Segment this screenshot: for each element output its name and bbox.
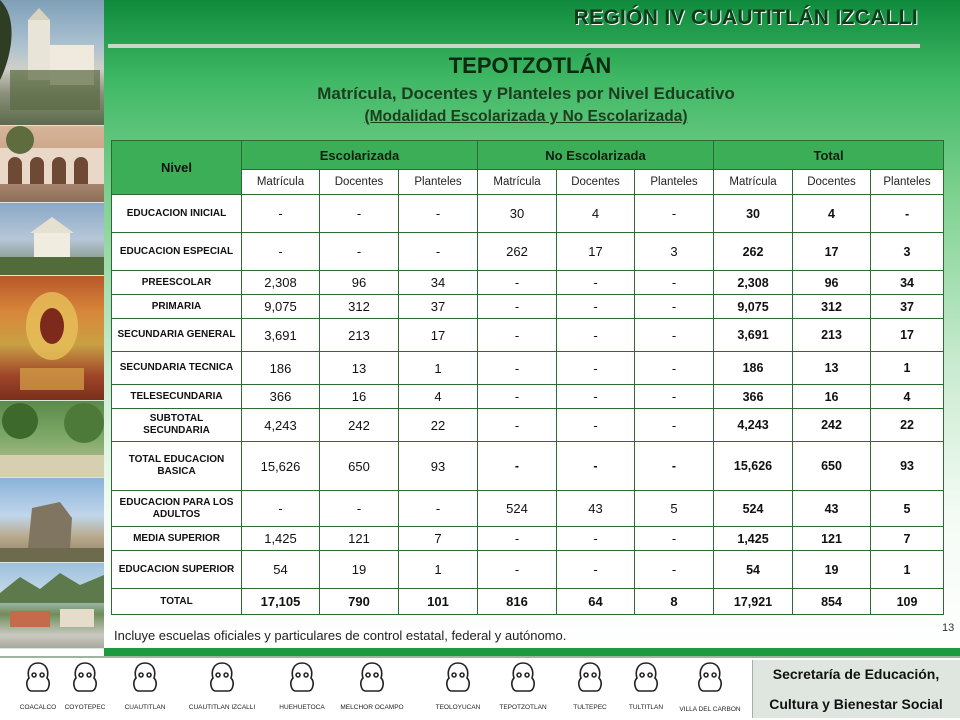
subheader-cell: Matrícula — [478, 170, 557, 195]
table-row — [112, 491, 944, 527]
nivel-cell: TOTAL EDUCACION BASICA — [112, 442, 242, 491]
value-cell: 37 — [399, 295, 478, 319]
table-row — [112, 195, 944, 233]
municipio-label: TEPOTZOTLAN — [499, 704, 547, 711]
value-cell: 186 — [242, 352, 320, 385]
value-cell: 22 — [399, 409, 478, 442]
table-row — [112, 442, 944, 491]
municipio-label: COYOTEPEC — [64, 704, 106, 711]
table-subtitle-modalidad: (Modalidad Escolarizada y No Escolarizada) — [364, 108, 688, 125]
table-row — [112, 589, 944, 615]
value-cell: - — [557, 385, 635, 409]
municipio-glyph-icon — [443, 660, 473, 696]
nivel-cell: EDUCACION SUPERIOR — [112, 551, 242, 589]
value-cell: 13 — [320, 352, 399, 385]
nivel-cell: MEDIA SUPERIOR — [112, 527, 242, 551]
nivel-cell: PREESCOLAR — [112, 271, 242, 295]
value-cell: 30 — [714, 195, 793, 233]
subheader-cell: Matrícula — [714, 170, 793, 195]
value-cell: 650 — [793, 442, 871, 491]
footnote: Incluye escuelas oficiales y particulares de control estatal, federal y autónomo. — [114, 628, 567, 643]
value-cell: - — [635, 319, 714, 352]
nivel-cell: TOTAL — [112, 589, 242, 615]
value-cell: 366 — [714, 385, 793, 409]
value-cell: - — [478, 295, 557, 319]
value-cell: - — [242, 491, 320, 527]
municipio-label: TULTEPEC — [573, 704, 607, 711]
value-cell: 93 — [871, 442, 944, 491]
municipio-glyph-icon — [357, 660, 387, 696]
title-divider — [108, 44, 920, 48]
value-cell: - — [242, 233, 320, 271]
value-cell: - — [635, 195, 714, 233]
value-cell: 213 — [320, 319, 399, 352]
table-subtitle: Matrícula, Docentes y Planteles por Nivel Educativo — [317, 84, 735, 103]
value-cell: 4 — [399, 385, 478, 409]
table-row — [112, 385, 944, 409]
value-cell: 43 — [793, 491, 871, 527]
altar-photo — [0, 276, 104, 401]
value-cell: 4,243 — [714, 409, 793, 442]
value-cell: - — [635, 442, 714, 491]
value-cell: 5 — [871, 491, 944, 527]
value-cell: 17 — [557, 233, 635, 271]
table-row — [112, 352, 944, 385]
value-cell: - — [635, 271, 714, 295]
value-cell: - — [635, 527, 714, 551]
value-cell: - — [399, 233, 478, 271]
nivel-cell: SECUNDARIA GENERAL — [112, 319, 242, 352]
value-cell: - — [635, 409, 714, 442]
value-cell: - — [557, 527, 635, 551]
value-cell: 34 — [399, 271, 478, 295]
value-cell: 64 — [557, 589, 635, 615]
nivel-cell: EDUCACION ESPECIAL — [112, 233, 242, 271]
table-group-header-row — [112, 141, 944, 170]
value-cell: 109 — [871, 589, 944, 615]
value-cell: 96 — [793, 271, 871, 295]
municipio-glyph-icon — [207, 660, 237, 696]
value-cell: 19 — [793, 551, 871, 589]
value-cell: 524 — [714, 491, 793, 527]
value-cell: 854 — [793, 589, 871, 615]
municipio-glyph-icon — [575, 660, 605, 696]
value-cell: - — [635, 385, 714, 409]
subheader-cell: Docentes — [320, 170, 399, 195]
value-cell: 2,308 — [714, 271, 793, 295]
value-cell: 1,425 — [242, 527, 320, 551]
value-cell: - — [557, 352, 635, 385]
municipio-glyph-icon — [287, 660, 317, 696]
value-cell: - — [478, 442, 557, 491]
secretaria-line1: Secretaría de Educación, — [772, 666, 940, 682]
municipio-glyph-icon — [631, 660, 661, 696]
value-cell: - — [635, 352, 714, 385]
value-cell: 1 — [399, 551, 478, 589]
value-cell: 262 — [478, 233, 557, 271]
arcade-photo — [0, 126, 104, 203]
value-cell: 242 — [793, 409, 871, 442]
value-cell: - — [320, 195, 399, 233]
table-row — [112, 233, 944, 271]
value-cell: 54 — [714, 551, 793, 589]
value-cell: 3,691 — [714, 319, 793, 352]
value-cell: 16 — [320, 385, 399, 409]
subheader-cell: Planteles — [871, 170, 944, 195]
municipio-label: TEOLOYUCAN — [435, 704, 481, 711]
value-cell: - — [557, 319, 635, 352]
value-cell: - — [557, 442, 635, 491]
table-row — [112, 551, 944, 589]
ruins-photo — [0, 478, 104, 563]
value-cell: - — [320, 491, 399, 527]
value-cell: 101 — [399, 589, 478, 615]
value-cell: 43 — [557, 491, 635, 527]
enrollment-table — [111, 140, 944, 615]
secretaria-line2: Cultura y Bienestar Social — [769, 696, 943, 712]
value-cell: - — [478, 271, 557, 295]
value-cell: - — [557, 271, 635, 295]
value-cell: 2,308 — [242, 271, 320, 295]
value-cell: 93 — [399, 442, 478, 491]
nivel-cell: TELESECUNDARIA — [112, 385, 242, 409]
subheader-cell: Docentes — [557, 170, 635, 195]
nivel-header: Nivel — [112, 141, 242, 195]
subheader-cell: Docentes — [793, 170, 871, 195]
value-cell: - — [242, 195, 320, 233]
value-cell: - — [557, 295, 635, 319]
arches-icon — [0, 126, 104, 202]
value-cell: 312 — [793, 295, 871, 319]
value-cell: 7 — [871, 527, 944, 551]
value-cell: 186 — [714, 352, 793, 385]
value-cell: 8 — [635, 589, 714, 615]
value-cell: 4 — [793, 195, 871, 233]
municipio-label: CUAUTITLAN — [124, 704, 166, 711]
table-row — [112, 319, 944, 352]
municipio-glyph-icon — [130, 660, 160, 696]
page-title: TEPOTZOTLÁN — [448, 53, 612, 78]
group-header-total: Total — [714, 141, 944, 170]
value-cell: 30 — [478, 195, 557, 233]
municipio-glyph-icon — [508, 660, 538, 696]
nivel-cell: SECUNDARIA TECNICA — [112, 352, 242, 385]
value-cell: 17 — [871, 319, 944, 352]
value-cell: 242 — [320, 409, 399, 442]
value-cell: - — [478, 527, 557, 551]
municipio-label: COACALCO — [19, 704, 57, 711]
group-header-escolarizada: Escolarizada — [242, 141, 478, 170]
kiosk-icon — [0, 203, 104, 275]
value-cell: 37 — [871, 295, 944, 319]
value-cell: 650 — [320, 442, 399, 491]
subheader-cell: Planteles — [635, 170, 714, 195]
nivel-cell: PRIMARIA — [112, 295, 242, 319]
page-number: 13 — [942, 622, 955, 634]
value-cell: 312 — [320, 295, 399, 319]
footer — [0, 658, 960, 720]
ruins-icon — [0, 478, 104, 562]
value-cell: - — [478, 551, 557, 589]
value-cell: 121 — [793, 527, 871, 551]
value-cell: - — [320, 233, 399, 271]
value-cell: 4 — [871, 385, 944, 409]
nivel-cell: EDUCACION INICIAL — [112, 195, 242, 233]
value-cell: - — [478, 385, 557, 409]
group-header-no-escolarizada: No Escolarizada — [478, 141, 714, 170]
value-cell: - — [399, 491, 478, 527]
table-row — [112, 527, 944, 551]
value-cell: 3 — [871, 233, 944, 271]
value-cell: 213 — [793, 319, 871, 352]
value-cell: 17,105 — [242, 589, 320, 615]
value-cell: 17 — [399, 319, 478, 352]
value-cell: - — [557, 409, 635, 442]
subheader-cell: Matrícula — [242, 170, 320, 195]
value-cell: 262 — [714, 233, 793, 271]
value-cell: 5 — [635, 491, 714, 527]
region-title: REGIÓN IV CUAUTITLÁN IZCALLI — [573, 6, 918, 29]
table-row — [112, 295, 944, 319]
value-cell: 366 — [242, 385, 320, 409]
value-cell: 790 — [320, 589, 399, 615]
municipio-glyph-icon — [695, 660, 725, 696]
value-cell: 22 — [871, 409, 944, 442]
municipio-label: HUEHUETOCA — [279, 704, 325, 711]
value-cell: 16 — [793, 385, 871, 409]
value-cell: - — [635, 295, 714, 319]
value-cell: 3 — [635, 233, 714, 271]
garden-icon — [0, 401, 104, 477]
value-cell: 1 — [399, 352, 478, 385]
value-cell: 13 — [793, 352, 871, 385]
town-icon — [0, 563, 104, 648]
kiosk-photo — [0, 203, 104, 276]
value-cell: - — [478, 352, 557, 385]
value-cell: - — [478, 319, 557, 352]
value-cell: 17,921 — [714, 589, 793, 615]
municipio-glyph-icon — [23, 660, 53, 696]
value-cell: 3,691 — [242, 319, 320, 352]
value-cell: 17 — [793, 233, 871, 271]
value-cell: - — [635, 551, 714, 589]
municipio-label: CUAUTITLAN IZCALLI — [188, 704, 256, 711]
value-cell: - — [478, 409, 557, 442]
municipio-label: MELCHOR OCAMPO — [340, 704, 404, 711]
value-cell: - — [399, 195, 478, 233]
value-cell: 19 — [320, 551, 399, 589]
value-cell: 4,243 — [242, 409, 320, 442]
value-cell: 9,075 — [714, 295, 793, 319]
value-cell: - — [557, 551, 635, 589]
value-cell: 54 — [242, 551, 320, 589]
nivel-cell: EDUCACION PARA LOS ADULTOS — [112, 491, 242, 527]
altar-icon — [0, 276, 104, 400]
value-cell: 4 — [557, 195, 635, 233]
value-cell: 1 — [871, 551, 944, 589]
value-cell: 121 — [320, 527, 399, 551]
garden-photo — [0, 401, 104, 478]
value-cell: 524 — [478, 491, 557, 527]
municipio-label: VILLA DEL CARBON — [679, 706, 741, 713]
value-cell: 34 — [871, 271, 944, 295]
municipio-glyph-icon — [70, 660, 100, 696]
value-cell: 15,626 — [242, 442, 320, 491]
town-photo — [0, 563, 104, 649]
value-cell: 7 — [399, 527, 478, 551]
bottom-green-rule — [104, 648, 960, 656]
municipio-label: TULTITLAN — [628, 704, 664, 711]
table-row — [112, 271, 944, 295]
subheader-cell: Planteles — [399, 170, 478, 195]
value-cell: 9,075 — [242, 295, 320, 319]
value-cell: 1 — [871, 352, 944, 385]
nivel-cell: SUBTOTAL SECUNDARIA — [112, 409, 242, 442]
table-row — [112, 409, 944, 442]
value-cell: 15,626 — [714, 442, 793, 491]
value-cell: 816 — [478, 589, 557, 615]
value-cell: 96 — [320, 271, 399, 295]
value-cell: 1,425 — [714, 527, 793, 551]
value-cell: - — [871, 195, 944, 233]
table-body — [112, 195, 944, 615]
